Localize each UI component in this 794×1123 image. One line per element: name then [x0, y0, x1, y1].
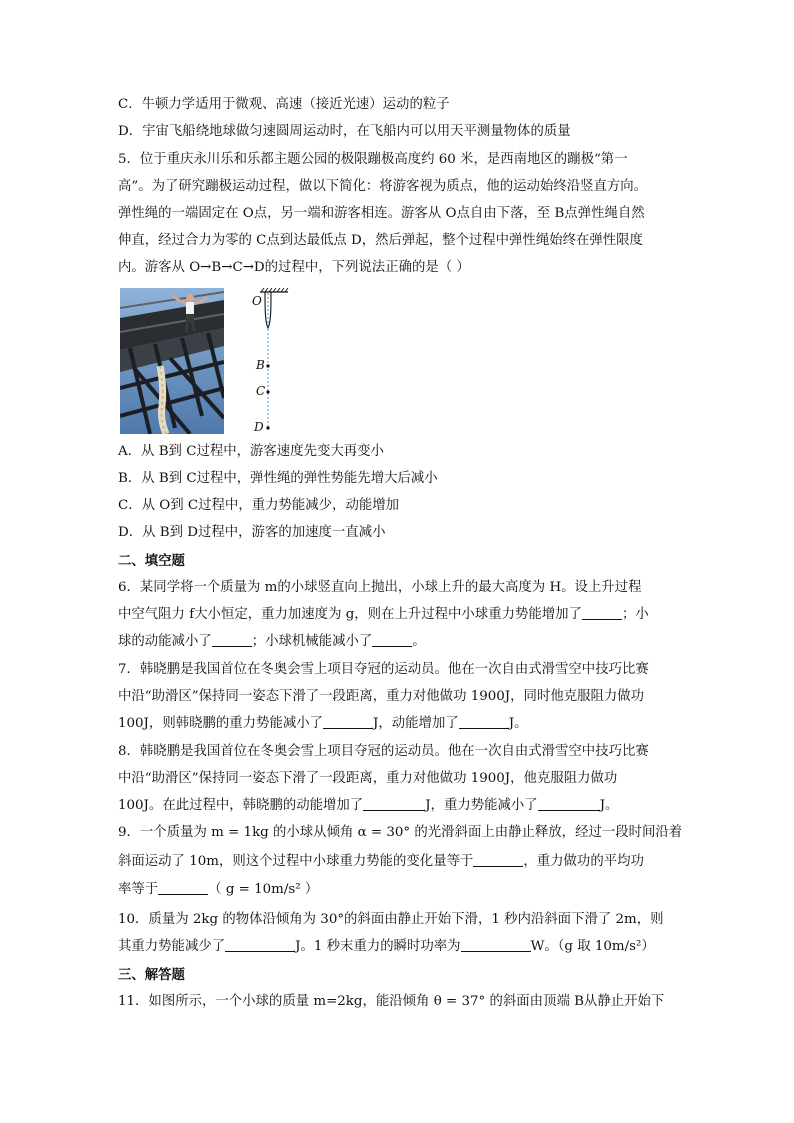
label-b: B [256, 358, 265, 372]
q9-line-2: 斜面运动了 10m，则这个过程中小球重力势能的变化量等于 ，重力做功的平均功 [118, 854, 644, 869]
q10-line-2: 其重力势能减少了 J。1 秒末重力的瞬时功率为 W。（g 取 10m/s²） [118, 939, 655, 954]
q5-stem-line-3: 弹性绳的一端固定在 O点，另一端和游客相连。游客从 O点自由下落，至 B点弹性绳自然 [118, 206, 645, 221]
q6-line-2: 中空气阻力 f大小恒定，重力加速度为 g，则在上升过程中小球重力势能增加了 ；小 [118, 607, 649, 622]
bungee-photo [120, 288, 224, 434]
q7-blank-2[interactable] [459, 715, 509, 729]
q4-option-d: D．宇宙飞船绕地球做匀速圆周运动时，在飞船内可以用天平测量物体的质量 [118, 124, 571, 139]
q5-option-c: C．从 O到 C过程中，重力势能减少，动能增加 [118, 498, 400, 513]
label-c: C [256, 384, 266, 398]
q5-stem-line-2: 高”。为了研究蹦极运动过程，做以下简化：将游客视为质点，他的运动始终沿竖直方向。 [118, 179, 648, 194]
q5-stem-line-1: 5．位于重庆永川乐和乐都主题公园的极限蹦极高度约 60 米，是西南地区的蹦极“第一 [118, 152, 628, 167]
q11-line-1: 11．如图所示，一个小球的质量 m=2kg，能沿倾角 θ = 37° 的斜面由顶端 B从静止开始下 [118, 994, 665, 1009]
q8-line-2: 中沿“助滑区”保持同一姿态下滑了一段距离，重力对他做功 1900J，他克服阻力做功 [118, 771, 618, 786]
q8-blank-1[interactable] [363, 797, 425, 811]
q5-stem-line-5: 内。游客从 O→B→C→D的过程中，下列说法正确的是（ ） [118, 260, 470, 275]
q9-line-1: 9．一个质量为 m = 1kg 的小球从倾角 α = 30° 的光滑斜面上由静止释放，经过一段时间沿着 [118, 825, 683, 840]
q7-line-3: 100J，则韩晓鹏的重力势能减小了 J，动能增加了 J。 [118, 716, 528, 731]
q6-blank-3[interactable] [372, 633, 412, 647]
q9-blank-2[interactable] [158, 881, 208, 895]
q5-option-a: A．从 B到 C过程中，游客速度先变大再变小 [118, 444, 384, 459]
q4-option-c: C．牛顿力学适用于微观、高速（接近光速）运动的粒子 [118, 97, 450, 112]
q7-line-2: 中沿“助滑区”保持同一姿态下滑了一段距离，重力对他做功 1900J，同时他克服阻力做功 [118, 689, 645, 704]
bungee-diagram [248, 288, 308, 436]
q9-blank-1[interactable] [473, 853, 523, 867]
q5-stem-line-4: 伸直，经过合力为零的 C点到达最低点 D，然后弹起，整个过程中弹性绳始终在弹性限度 [118, 233, 643, 248]
q6-blank-2[interactable] [212, 633, 252, 647]
q8-blank-2[interactable] [538, 797, 600, 811]
q10-line-1: 10．质量为 2kg 的物体沿倾角为 30°的斜面由静止开始下滑，1 秒内沿斜面下滑了 2m，则 [118, 912, 664, 927]
q8-line-3: 100J。在此过程中，韩晓鹏的动能增加了 J，重力势能减小了 J。 [118, 798, 619, 813]
q6-line-1: 6．某同学将一个质量为 m的小球竖直向上抛出，小球上升的最大高度为 H。设上升过程 [118, 580, 642, 595]
q5-option-d: D．从 B到 D过程中，游客的加速度一直减小 [118, 525, 386, 540]
q7-line-1: 7．韩晓鹏是我国首位在冬奥会雪上项目夺冠的运动员。他在一次自由式滑雪空中技巧比赛 [118, 662, 649, 677]
q5-option-b: B．从 B到 C过程中，弹性绳的弹性势能先增大后减小 [118, 471, 438, 486]
q10-blank-1[interactable] [225, 938, 295, 952]
q10-blank-2[interactable] [461, 938, 531, 952]
label-o: O [252, 294, 262, 308]
section-fill-in: 二、填空题 [118, 553, 185, 569]
q7-blank-1[interactable] [323, 715, 373, 729]
section-solve: 三、解答题 [118, 967, 185, 983]
q6-blank-1[interactable] [582, 606, 622, 620]
q9-line-3: 率等于 （ g = 10m/s² ） [118, 882, 319, 897]
q6-line-3: 球的动能减小了 ；小球机械能减小了 。 [118, 634, 426, 649]
label-d: D [254, 420, 264, 434]
q8-line-1: 8．韩晓鹏是我国首位在冬奥会雪上项目夺冠的运动员。他在一次自由式滑雪空中技巧比赛 [118, 744, 649, 759]
